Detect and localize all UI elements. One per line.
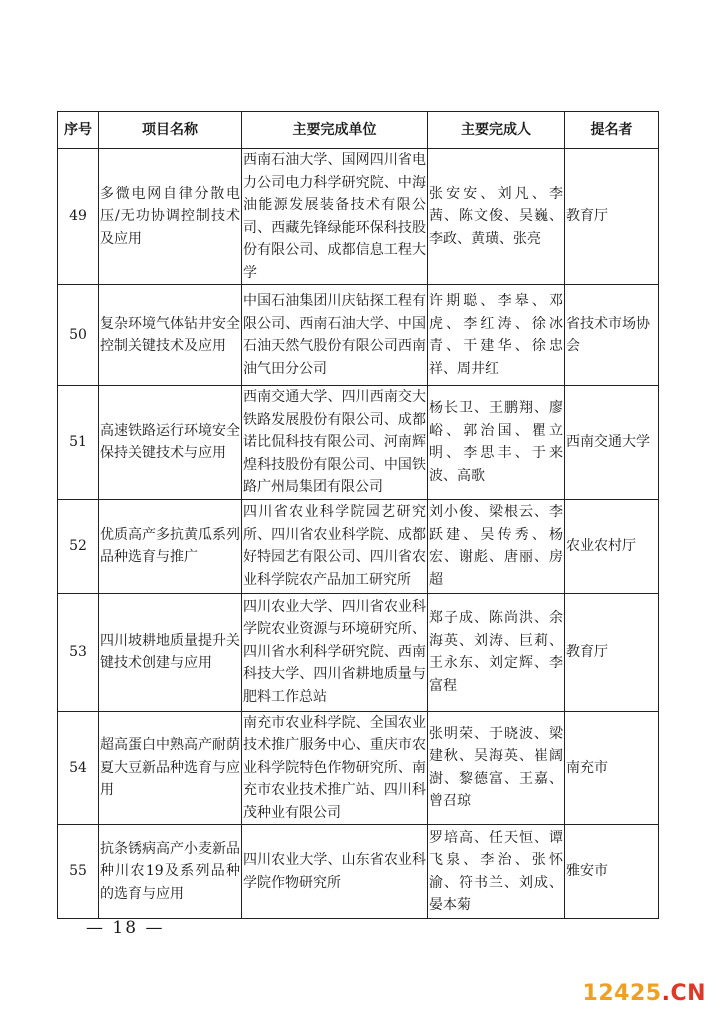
row-main-persons: 许期聪、李皋、邓虎、李红涛、徐冰青、干建华、徐忠祥、周井红 bbox=[428, 285, 565, 386]
row-main-units: 四川农业大学、四川省农业科学院农业资源与环境研究所、四川省水利科学研究院、西南科技大学、四川省耕地质量与肥料工作总站 bbox=[242, 593, 428, 711]
row-main-units: 中国石油集团川庆钻探工程有限公司、西南石油大学、中国石油天然气股份有限公司西南油气田分公司 bbox=[242, 285, 428, 386]
table-row bbox=[58, 285, 659, 386]
row-serial-number: 50 bbox=[58, 285, 99, 386]
header-main-persons: 主要完成人 bbox=[428, 112, 565, 149]
row-serial-number: 55 bbox=[58, 825, 99, 919]
row-serial-number: 52 bbox=[58, 499, 99, 593]
row-nominator: 南充市 bbox=[565, 711, 659, 825]
header-main-units: 主要完成单位 bbox=[242, 112, 428, 149]
watermark-dot: . bbox=[661, 981, 671, 1006]
row-main-persons: 刘小俊、梁根云、李跃建、吴传秀、杨宏、谢彪、唐丽、房超 bbox=[428, 499, 565, 593]
row-main-persons: 杨长卫、王鹏翔、廖峪、郭治国、瞿立明、李思丰、于来波、高歌 bbox=[428, 386, 565, 500]
row-nominator: 教育厅 bbox=[565, 593, 659, 711]
row-main-units: 四川省农业科学院园艺研究所、四川省农业科学院、成都好特园艺有限公司、四川省农业科学院农产品加工研究所 bbox=[242, 499, 428, 593]
row-nominator: 农业农村厅 bbox=[565, 499, 659, 593]
table-row bbox=[58, 711, 659, 825]
row-project-name: 四川坡耕地质量提升关键技术创建与应用 bbox=[99, 593, 242, 711]
table-row bbox=[58, 149, 659, 285]
row-main-persons: 张明荣、于晓波、梁建秋、吴海英、崔阔澍、黎德富、王嘉、曾召琼 bbox=[428, 711, 565, 825]
row-project-name: 复杂环境气体钻井安全控制关键技术及应用 bbox=[99, 285, 242, 386]
row-serial-number: 53 bbox=[58, 593, 99, 711]
row-main-units: 南充市农业科学院、全国农业技术推广服务中心、重庆市农业科学院特色作物研究所、南充市农业技术推广站、四川科茂种业有限公司 bbox=[242, 711, 428, 825]
table-row bbox=[58, 386, 659, 500]
row-nominator: 省技术市场协会 bbox=[565, 285, 659, 386]
site-watermark bbox=[583, 981, 706, 1007]
row-project-name: 超高蛋白中熟高产耐荫夏大豆新品种选育与应用 bbox=[99, 711, 242, 825]
watermark-number: 12425 bbox=[582, 981, 662, 1006]
table-row bbox=[58, 593, 659, 711]
row-serial-number: 49 bbox=[58, 149, 99, 285]
row-project-name: 高速铁路运行环境安全保持关键技术与应用 bbox=[99, 386, 242, 500]
row-main-persons: 罗培高、任天恒、谭飞泉、李治、张怀渝、符书兰、刘成、晏本菊 bbox=[428, 825, 565, 919]
table-header-row bbox=[58, 112, 659, 149]
row-main-persons: 张安安、刘凡、李茜、陈文俊、吴巍、李政、黄璜、张亮 bbox=[428, 149, 565, 285]
watermark-tld: CN bbox=[670, 981, 706, 1006]
row-serial-number: 54 bbox=[58, 711, 99, 825]
table-row bbox=[58, 825, 659, 919]
header-serial-number: 序号 bbox=[58, 112, 99, 149]
row-nominator: 教育厅 bbox=[565, 149, 659, 285]
row-main-units: 四川农业大学、山东省农业科学院作物研究所 bbox=[242, 825, 428, 919]
row-main-persons: 郑子成、陈尚洪、余海英、刘涛、巨莉、王永东、刘定辉、李富程 bbox=[428, 593, 565, 711]
row-project-name: 多微电网自律分散电压/无功协调控制技术及应用 bbox=[99, 149, 242, 285]
row-serial-number: 51 bbox=[58, 386, 99, 500]
row-main-units: 西南交通大学、四川西南交大铁路发展股份有限公司、成都诺比侃科技有限公司、河南辉煌科技股份有限公司、中国铁路广州局集团有限公司 bbox=[242, 386, 428, 500]
page-number: — 18 — bbox=[86, 918, 165, 938]
row-main-units: 西南石油大学、国网四川省电力公司电力科学研究院、中海油能源发展装备技术有限公司、西藏先锋绿能环保科技股份有限公司、成都信息工程大学 bbox=[242, 149, 428, 285]
header-nominator: 提名者 bbox=[565, 112, 659, 149]
table-row bbox=[58, 499, 659, 593]
row-project-name: 优质高产多抗黄瓜系列品种选育与推广 bbox=[99, 499, 242, 593]
row-nominator: 西南交通大学 bbox=[565, 386, 659, 500]
row-nominator: 雅安市 bbox=[565, 825, 659, 919]
row-project-name: 抗条锈病高产小麦新品种川农19及系列品种的选育与应用 bbox=[99, 825, 242, 919]
header-project-name: 项目名称 bbox=[99, 112, 242, 149]
award-table bbox=[57, 111, 659, 919]
